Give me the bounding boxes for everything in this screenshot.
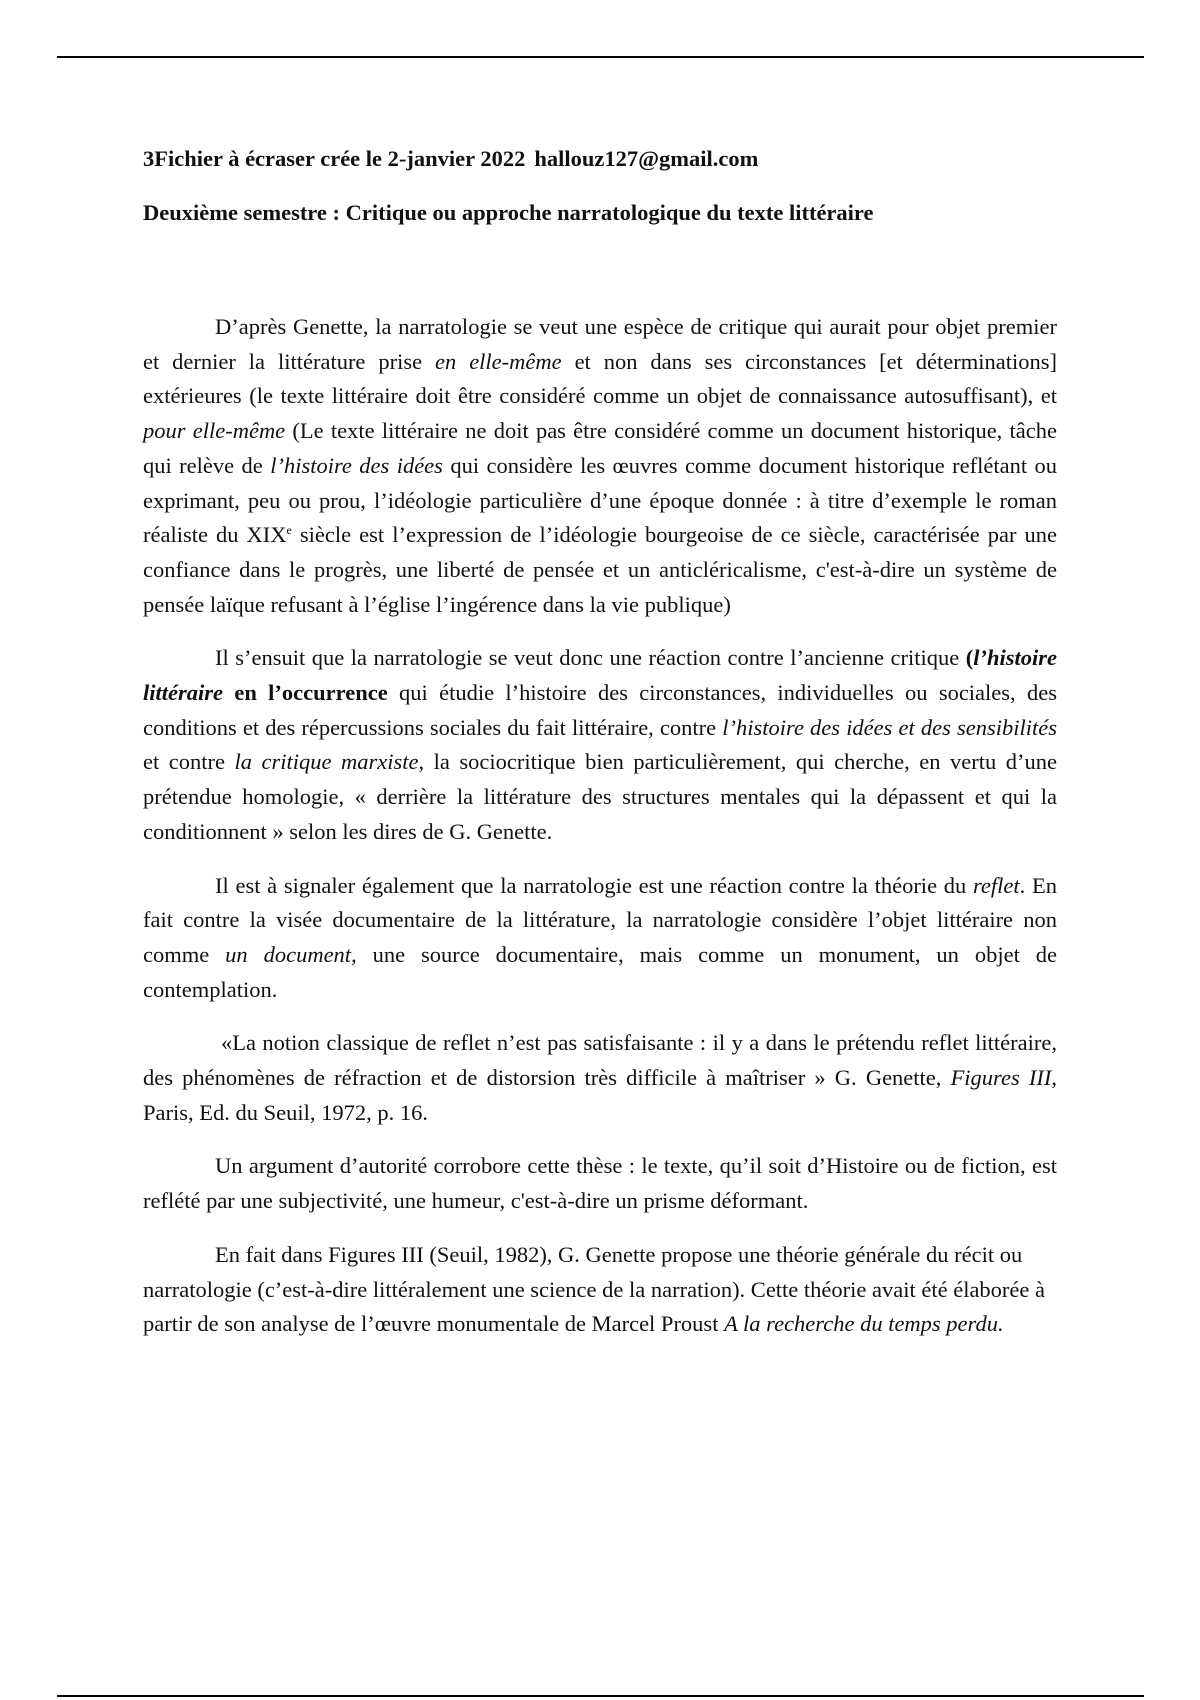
p4-citation: , Paris, Ed. du Seuil, 1972, p. 16. [143, 1065, 1057, 1125]
p1-italic-histoire-des-idees: l’histoire des idées [270, 452, 443, 478]
course-title: Deuxième semestre : Critique ou approche narratologique du texte littéraire [143, 200, 874, 225]
p6-text: En fait dans Figures III (Seuil, 1982), G. Genette propose une théorie générale du récit ou narratologie (c’est-à-dire littéralement une science de la narration). Cette théorie avait été élaborée à partir de son analyse de l’œuvre monumentale de Marcel Proust [143, 1241, 1046, 1337]
p2-bold-paren: ( [965, 645, 974, 671]
p2-text: , la sociocritique bien particulièrement, qui cherche, en vertu d’une prétendue homologie, « derrière la littérature des structures mentales qui la dépassent et qui la conditionnent » selon les dires de G. Genette. [143, 749, 1057, 844]
p1-text: siècle est l’expression de l’idéologie bourgeoise de ce siècle, caractérisée par une confiance dans le progrès, une liberté de pensée et un anticléricalisme, c'est-à-dire un système de pensée laïque refusant à l’église l’ingérence dans la vie publique) [143, 522, 1057, 617]
p2-italic-histoire-des-idees: l’histoire des idées et des sensibilités [722, 714, 1057, 740]
file-info-line [143, 144, 1063, 174]
p4-italic-figures-iii: Figures III [950, 1065, 1052, 1091]
bottom-rule [57, 1695, 1144, 1697]
p1-italic-pour-elle-meme: pour elle-même [143, 418, 286, 444]
top-rule [57, 56, 1144, 58]
p3-italic-un-document: un document [225, 941, 352, 967]
paragraph-2 [143, 641, 1057, 849]
p2-bold-italic-histoire-litteraire: l’histoire littéraire [143, 645, 1057, 706]
p2-text: et contre [143, 749, 235, 775]
p3-italic-reflet: reflet [973, 872, 1020, 898]
paragraph-1 [143, 310, 1057, 622]
p1-text: qui considère les œuvres comme document historique reflétant ou exprimant, peu ou prou, l’idéologie particulière d’une époque donnée : à titre d’exemple le roman réaliste du XIX [143, 452, 1057, 548]
paragraph-6 [143, 1238, 1057, 1342]
p3-text: . En fait contre la visée documentaire de la littérature, la narratologie considère l’objet littéraire non comme [143, 872, 1057, 967]
p2-text: qui étudie l’histoire des circonstances, individuelles ou sociales, des conditions et des répercussions sociales du fait littéraire, contre [143, 680, 1057, 740]
p2-bold-occurrence: en l’occurrence [223, 680, 388, 706]
p6-italic-recherche-temps-perdu: A la recherche du temps perdu. [724, 1311, 1004, 1337]
file-label: 3Fichier à écraser crée le 2-janvier 2022 [143, 146, 526, 171]
email-address: hallouz127@gmail.com [534, 146, 759, 171]
paragraph-4-quote [143, 1026, 1057, 1130]
paragraph-5 [143, 1149, 1057, 1218]
p2-italic-critique-marxiste: la critique marxiste [234, 749, 419, 775]
p4-quote-text: «La notion classique de reflet n’est pas satisfaisante : il y a dans le prétendu reflet littéraire, des phénomènes de réfraction et de distorsion très difficile à maîtriser » G. Genette, [143, 1030, 1057, 1091]
p1-text: D’après Genette, la narratologie se veut une espèce de critique qui aurait pour objet premier et dernier la littérature prise [143, 314, 1057, 374]
document-header [143, 144, 1063, 228]
p2-text: Il s’ensuit que la narratologie se veut donc une réaction contre l’ancienne critique [215, 645, 966, 671]
paragraph-3 [143, 869, 1057, 1008]
p1-text: et non dans ses circonstances [et déterminations] extérieures (le texte littéraire doit être considéré comme un objet de connaissance autosuffisant), et [143, 348, 1058, 409]
p1-italic-en-elle-meme: en elle-même [435, 348, 562, 374]
document-body [143, 310, 1057, 1361]
p3-text: Il est à signaler également que la narratologie est une réaction contre la théorie du [215, 872, 973, 898]
p1-text: (Le texte littéraire ne doit pas être considéré comme un document historique, tâche qui relève de [143, 418, 1057, 478]
p3-text: , une source documentaire, mais comme un monument, un objet de contemplation. [143, 941, 1057, 1002]
p1-superscript: e [286, 523, 292, 538]
p5-text: Un argument d’autorité corrobore cette thèse : le texte, qu’il soit d’Histoire ou de fiction, est reflété par une subjectivité, une humeur, c'est-à-dire un prisme déformant. [143, 1153, 1057, 1214]
